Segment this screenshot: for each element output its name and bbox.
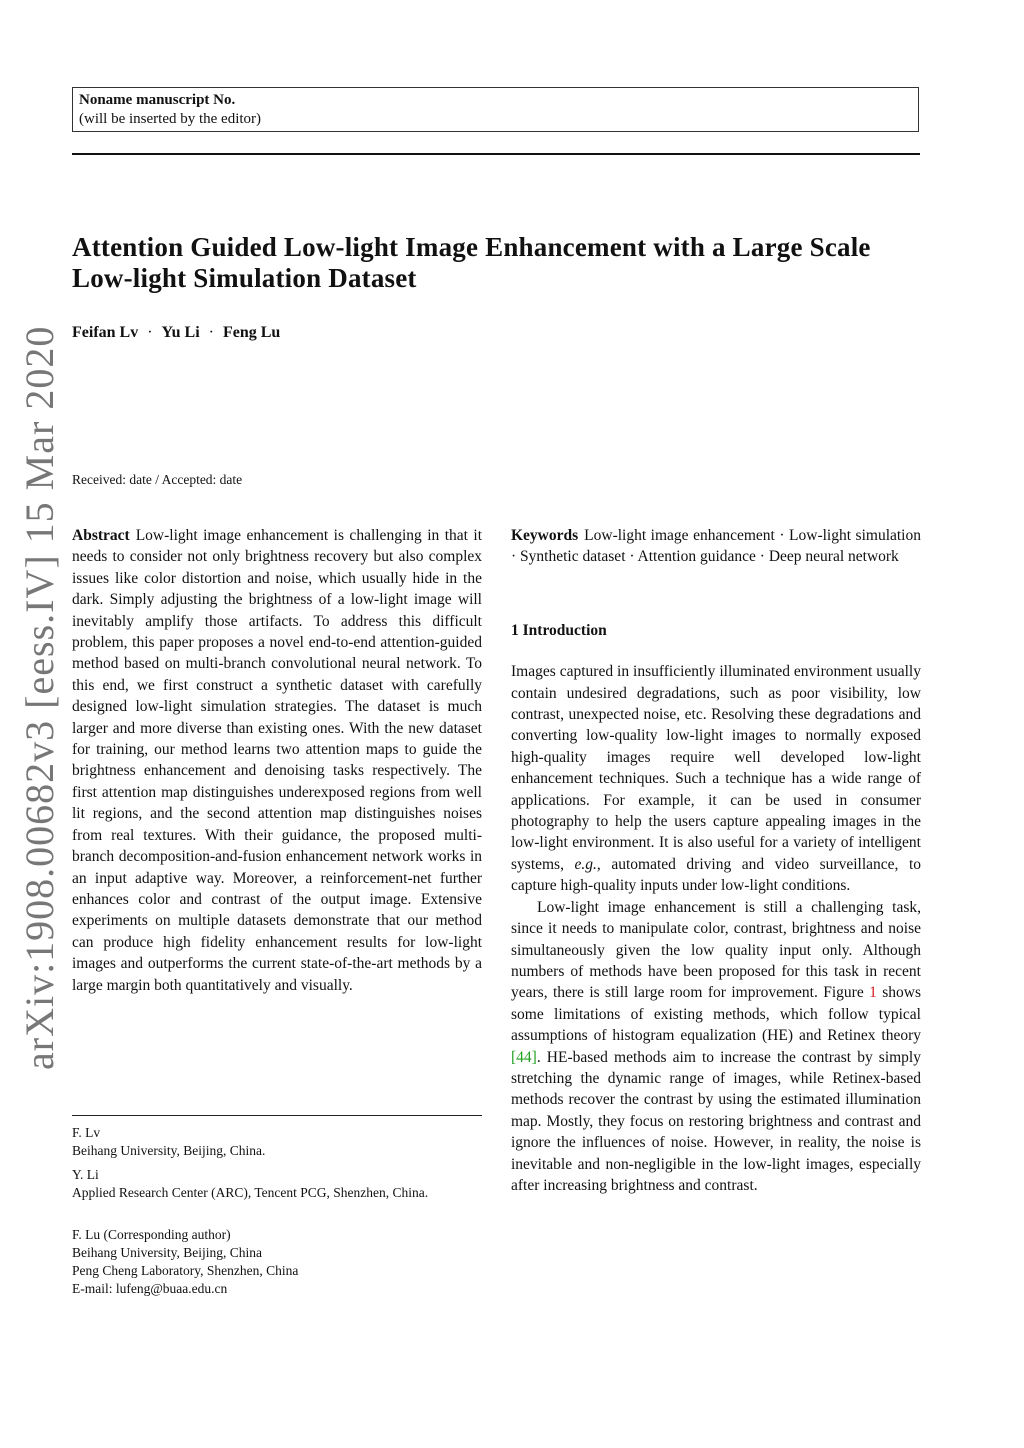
header-rule	[72, 153, 920, 155]
author-name: Yu Li	[161, 324, 200, 341]
manuscript-line-2: (will be inserted by the editor)	[79, 111, 262, 127]
author-separator: ·	[208, 324, 214, 341]
abstract-text: Low-light image enhancement is challenging in that it needs to consider not only brightness recovery but also complex issues like color distortion and noise, which usually hide in the dark. Simply adjusting the brightness of a low-light image will inevitably amplify those artifacts. To address this difficult problem, this paper proposes a novel end-to-end attention-guided method based on multi-branch convolutional neural network. To this end, we first construct a synthetic dataset with carefully designed low-light simulation strategies. The dataset is much larger and more diverse than existing ones. With the new dataset for training, our method learns two attention maps to guide the brightness enhancement and denoising tasks respectively. The first attention map distinguishes underexposed regions from well lit regions, and the second attention map distinguishes noises from real textures. With their guidance, the proposed multi-branch decomposition-and-fusion enhancement network works in an input adaptive way. Moreover, a reinforcement-net further enhances color and contrast of the output image. Extensive experiments on multiple datasets demonstrate that our method can produce high fidelity enhancement results for low-light images and outperforms the current state-of-the-art methods by a large margin both quantitatively and visually.	[72, 527, 482, 994]
intro-text: , automated driving and video surveillance, to capture high-quality inputs under low-light conditions.	[511, 855, 921, 895]
affiliation-line: Y. Li	[72, 1167, 99, 1182]
affiliation-line: Applied Research Center (ARC), Tencent PCG, Shenzhen, China.	[72, 1185, 429, 1200]
author-list	[72, 324, 280, 342]
affiliation-line: Peng Cheng Laboratory, Shenzhen, China	[72, 1263, 299, 1278]
author-name: Feifan Lv	[72, 324, 139, 341]
affiliation-line: Beihang University, Beijing, China	[72, 1245, 262, 1260]
manuscript-line-1: Noname manuscript No.	[79, 92, 236, 108]
affiliation-line: F. Lu (Corresponding author)	[72, 1227, 231, 1242]
affiliation-lu	[72, 1226, 482, 1298]
right-column	[511, 525, 921, 1196]
received-date: Received: date / Accepted: date	[72, 472, 243, 487]
keywords-text: Low-light image enhancement · Low-light simulation · Synthetic dataset · Attention guidance · Deep neural network	[511, 527, 921, 566]
left-column	[72, 525, 482, 996]
author-separator: ·	[147, 324, 153, 341]
intro-text: shows some limitations of existing methods, which follow typical assumptions of histogram equalization (HE) and Retinex theory	[511, 984, 921, 1045]
intro-text: . HE-based methods aim to increase the contrast by simply stretching the dynamic range of images, while Retinex-based methods recover the contrast by using the estimated illumination map. Mostly, they focus on restoring brightness and contrast and ignore the influences of noise. However, in reality, the noise is inevitable and non-negligible in the low-light images, especially after increasing brightness and contrast.	[511, 1048, 921, 1194]
arxiv-identifier: arXiv:1908.00682v3 [eess.IV] 15 Mar 2020	[17, 325, 62, 1070]
affiliation-lv	[72, 1124, 482, 1160]
citation-link[interactable]: [44]	[511, 1048, 537, 1066]
manuscript-number-box	[72, 87, 919, 132]
intro-paragraph-1	[511, 661, 921, 896]
figure-reference-link[interactable]: 1	[869, 984, 877, 1002]
keywords-label: Keywords	[511, 527, 579, 544]
author-name: Feng Lu	[222, 324, 281, 341]
intro-eg: e.g.	[574, 855, 597, 873]
paper-title: Attention Guided Low-light Image Enhancement with a Large Scale Low-light Simulation Dataset	[72, 232, 871, 293]
email-address: E-mail: lufeng@buaa.edu.cn	[72, 1281, 228, 1296]
abstract	[72, 525, 482, 996]
affiliation-line: F. Lv	[72, 1125, 101, 1140]
abstract-label: Abstract	[72, 527, 130, 544]
affiliation-li	[72, 1166, 482, 1202]
intro-text: Images captured in insufficiently illuminated environment usually contain undesired degradations, such as poor visibility, low contrast, unexpected noise, etc. Resolving these degradations and converting low-quality low-light images to normally exposed high-quality images require well developed low-light enhancement techniques. Such a technique has a wide range of applications. For example, it can be used in consumer photography to help the users capture appealing images in the low-light environment. It is also useful for a variety of intelligent systems,	[511, 663, 921, 873]
affiliation-line: Beihang University, Beijing, China.	[72, 1143, 266, 1158]
footnote-rule	[72, 1115, 482, 1116]
keywords	[511, 525, 921, 568]
section-heading-introduction: 1 Introduction	[511, 621, 607, 639]
intro-paragraph-2	[511, 897, 921, 1197]
intro-text: Low-light image enhancement is still a challenging task, since it needs to manipulate color, contrast, brightness and noise simultaneously given the low quality input only. Although numbers of methods have been proposed for this task in recent years, there is still large room for improvement. Figure	[511, 898, 921, 1002]
